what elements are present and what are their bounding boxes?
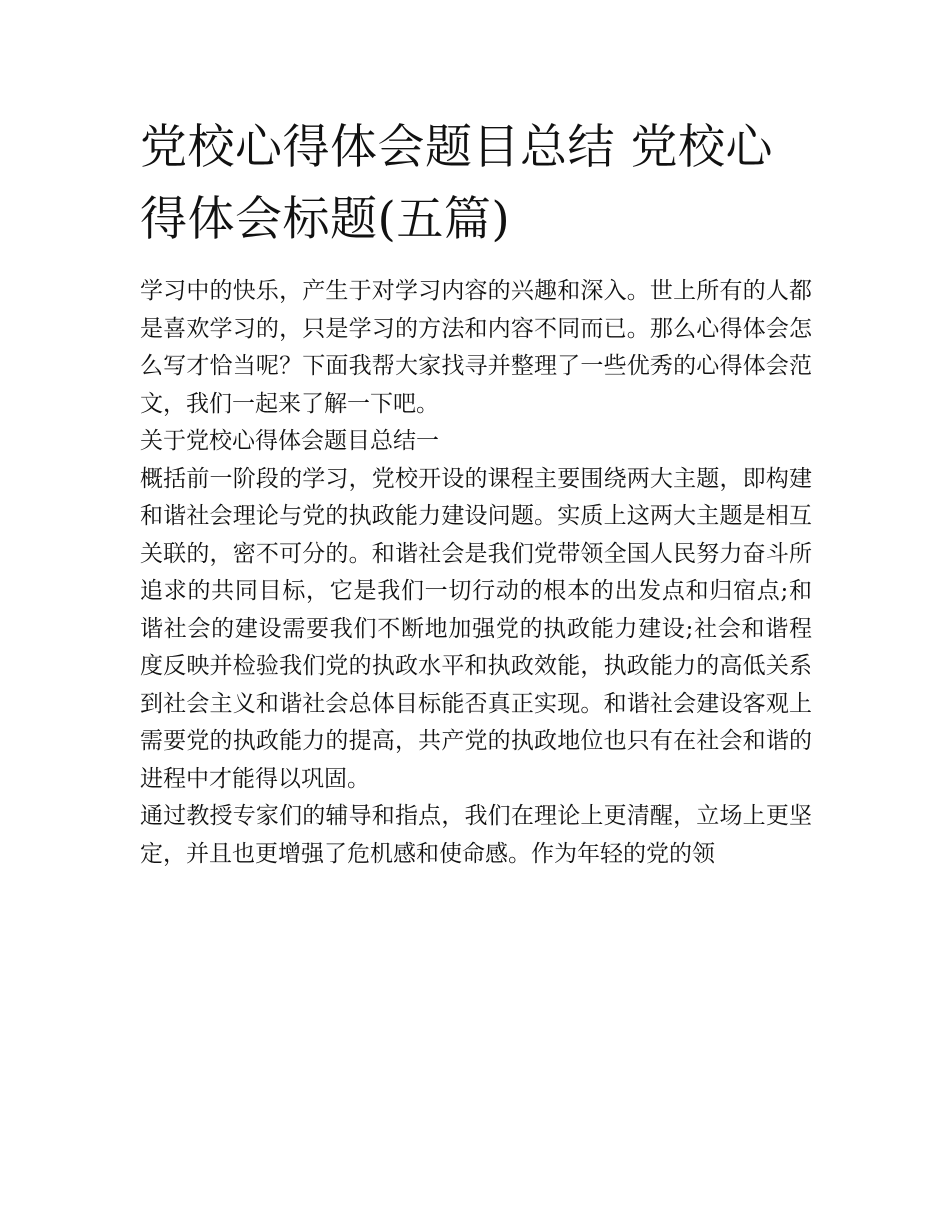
document-title: 党校心得体会题目总结 党校心得体会标题(五篇) [140, 120, 773, 247]
section-heading: 关于党校心得体会题目总结一 [140, 428, 439, 454]
body-paragraph-2: 通过教授专家们的辅导和指点，我们在理论上更清醒，立场上更坚定，并且也更增强了危机感和使命感。作为年轻的党的领 [140, 803, 812, 867]
body-paragraph-1: 概括前一阶段的学习，党校开设的课程主要围绕两大主题，即构建和谐社会理论与党的执政能力建设问题。实质上这两大主题是相互关联的，密不可分的。和谐社会是我们党带领全国人民努力奋斗所追求的共同目标，它是我们一切行动的根本的出发点和归宿点;和谐社会的建设需要我们不断地加强党的执政能力建设;社会和谐程度反映并检验我们党的执政水平和执政效能，执政能力的高低关系到社会主义和谐社会总体目标能否真正实现。和谐社会建设客观上需要党的执政能力的提高，共产党的执政地位也只有在社会和谐的进程中才能得以巩固。 [140, 465, 812, 792]
document-page [140, 112, 812, 873]
intro-paragraph: 学习中的快乐，产生于对学习内容的兴趣和深入。世上所有的人都是喜欢学习的，只是学习的方法和内容不同而已。那么心得体会怎么写才恰当呢？下面我帮大家找寻并整理了一些优秀的心得体会范文，我们一起来了解一下吧。 [140, 278, 812, 417]
